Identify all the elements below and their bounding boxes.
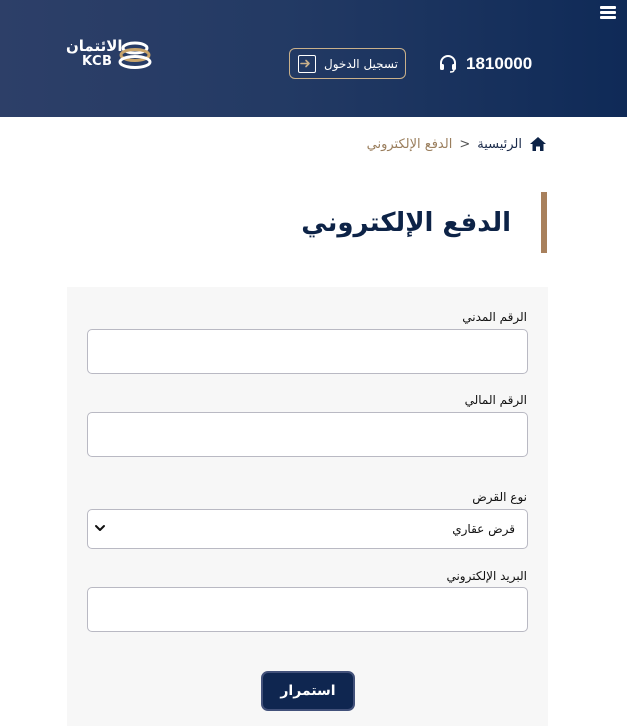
email-input[interactable] (87, 587, 528, 632)
hamburger-menu-icon[interactable] (600, 6, 616, 20)
login-button-label: تسجيل الدخول (324, 56, 398, 71)
breadcrumb (367, 136, 547, 152)
email-label: البريد الإلكتروني (446, 569, 527, 583)
headset-icon (438, 54, 458, 74)
site-header (0, 0, 627, 117)
loan-type-label: نوع القرض (472, 490, 527, 504)
logo-coins-mark (116, 40, 154, 70)
phone-contact[interactable] (438, 54, 532, 74)
phone-number: 1810000 (466, 54, 533, 73)
page-title: الدفع الإلكتروني (301, 207, 511, 238)
login-button[interactable] (289, 48, 406, 79)
chevron-down-icon (94, 522, 106, 534)
financial-number-label: الرقم المالي (464, 393, 527, 407)
civil-id-input[interactable] (87, 329, 528, 374)
loan-type-select[interactable] (87, 509, 528, 549)
civil-id-label: الرقم المدني (462, 310, 527, 324)
financial-number-input[interactable] (87, 412, 528, 457)
logo-latin-text: KCB (82, 54, 113, 69)
kcb-logo[interactable] (66, 38, 158, 72)
logo-arabic-text: الائتمان (66, 37, 123, 55)
breadcrumb-current: الدفع الإلكتروني (366, 136, 453, 152)
loan-type-selected-value: قرض عقاري (452, 522, 515, 536)
breadcrumb-separator: < (459, 136, 471, 152)
home-icon[interactable] (529, 136, 547, 152)
breadcrumb-home-link[interactable]: الرئيسية (477, 136, 522, 152)
continue-button[interactable]: استمرار (261, 671, 355, 711)
page-title-block (301, 192, 547, 253)
sign-in-icon (298, 55, 316, 73)
